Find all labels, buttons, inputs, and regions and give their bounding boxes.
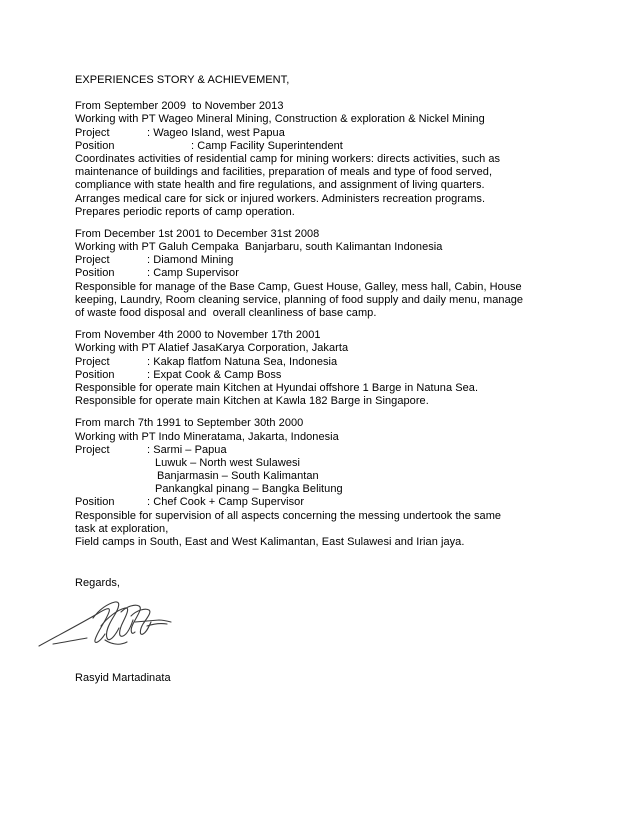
experience-project-continuation [75,457,595,470]
project-label: Project [75,254,110,267]
spacer [75,320,595,329]
position-label: Position [75,139,115,152]
experience-project-continuation [75,483,595,496]
document-body [75,74,595,686]
project-value: : Diamond Mining [147,254,234,267]
position-value: : Camp Facility Superintendent [191,139,343,152]
experience-desc-line: of waste food disposal and overall cleanliness of base camp. [75,307,377,319]
experience-desc-line: keeping, Laundry, Room cleaning service, planning of food supply and daily menu, manage [75,293,524,306]
project-location: Pankangkal pinang – Bangka Belitung [155,483,343,496]
position-label: Position [75,267,115,280]
experience-entry-3 [75,329,595,408]
position-label: Position [75,368,115,381]
experience-period: From December 1st 2001 to December 31st 2008 [75,227,320,240]
experience-desc-line: compliance with state health and fire regulations, and assignment of living quarters. [75,179,485,192]
experience-project-row [75,444,595,457]
project-value: : Wageo Island, west Papua [147,126,285,139]
project-value: : Sarmi – Papua [147,443,227,456]
experience-project-row [75,127,595,140]
handwritten-signature [35,596,185,656]
signer-name: Rasyid Martadinata [75,672,171,685]
experience-company: Working with PT Wageo Mineral Mining, Construction & exploration & Nickel Mining [75,113,485,126]
experience-period: From September 2009 to November 2013 [75,100,284,113]
project-label: Project [75,443,110,456]
experience-position-row [75,140,595,153]
experience-project-continuation [75,470,595,483]
experience-company: Working with PT Alatief JasaKarya Corporation, Jakarta [75,342,349,355]
experience-company: Working with PT Galuh Cempaka Banjarbaru, south Kalimantan Indonesia [75,241,443,254]
project-label: Project [75,355,110,368]
experience-desc-line: Responsible for supervision of all aspects concerning the messing undertook the same [75,509,502,522]
experience-period: From November 4th 2000 to November 17th 2001 [75,329,321,342]
experience-desc-line: Coordinates activities of residential camp for mining workers: directs activities, such as [75,152,501,165]
project-label: Project [75,126,110,139]
experience-desc-line: Responsible for operate main Kitchen at Kawla 182 Barge in Singapore. [75,395,429,408]
position-value: : Chef Cook + Camp Supervisor [147,496,305,509]
spacer [75,219,595,228]
project-value: : Kakap flatfom Natuna Sea, Indonesia [147,355,338,368]
closing-regards: Regards, [75,577,121,590]
experience-position-row [75,267,595,280]
experience-desc-line: Responsible for operate main Kitchen at Hyundai offshore 1 Barge in Natuna Sea. [75,381,479,394]
experience-desc-line: task at exploration, [75,522,169,535]
spacer [75,408,595,417]
experience-desc-line: Arranges medical care for sick or injured workers. Administers recreation programs. [75,192,486,205]
position-value: : Expat Cook & Camp Boss [147,368,282,381]
experience-company: Working with PT Indo Mineratama, Jakarta, Indonesia [75,430,339,443]
experience-entry-1 [75,100,595,219]
experience-desc-line: Responsible for manage of the Base Camp, Guest House, Galley, mess hall, Cabin, House [75,280,522,293]
section-heading: EXPERIENCES STORY & ACHIEVEMENT, [75,74,290,86]
experience-desc-line: Prepares periodic reports of camp operation. [75,205,295,218]
experience-period: From march 7th 1991 to September 30th 2000 [75,417,304,430]
experience-entry-4 [75,417,595,549]
project-location: Banjarmasin – South Kalimantan [157,470,319,483]
position-value: : Camp Supervisor [147,267,239,280]
experience-position-row [75,369,595,382]
signature-icon [35,596,185,656]
position-label: Position [75,496,115,509]
experience-entry-2 [75,228,595,320]
experience-desc-line: Field camps in South, East and West Kalimantan, East Sulawesi and Irian jaya. [75,536,465,548]
experience-position-row [75,496,595,509]
experience-desc-line: maintenance of buildings and facilities, preparation of meals and type of food served, [75,166,493,179]
experience-project-row [75,254,595,267]
experience-project-row [75,356,595,369]
project-location: Luwuk – North west Sulawesi [155,456,301,469]
